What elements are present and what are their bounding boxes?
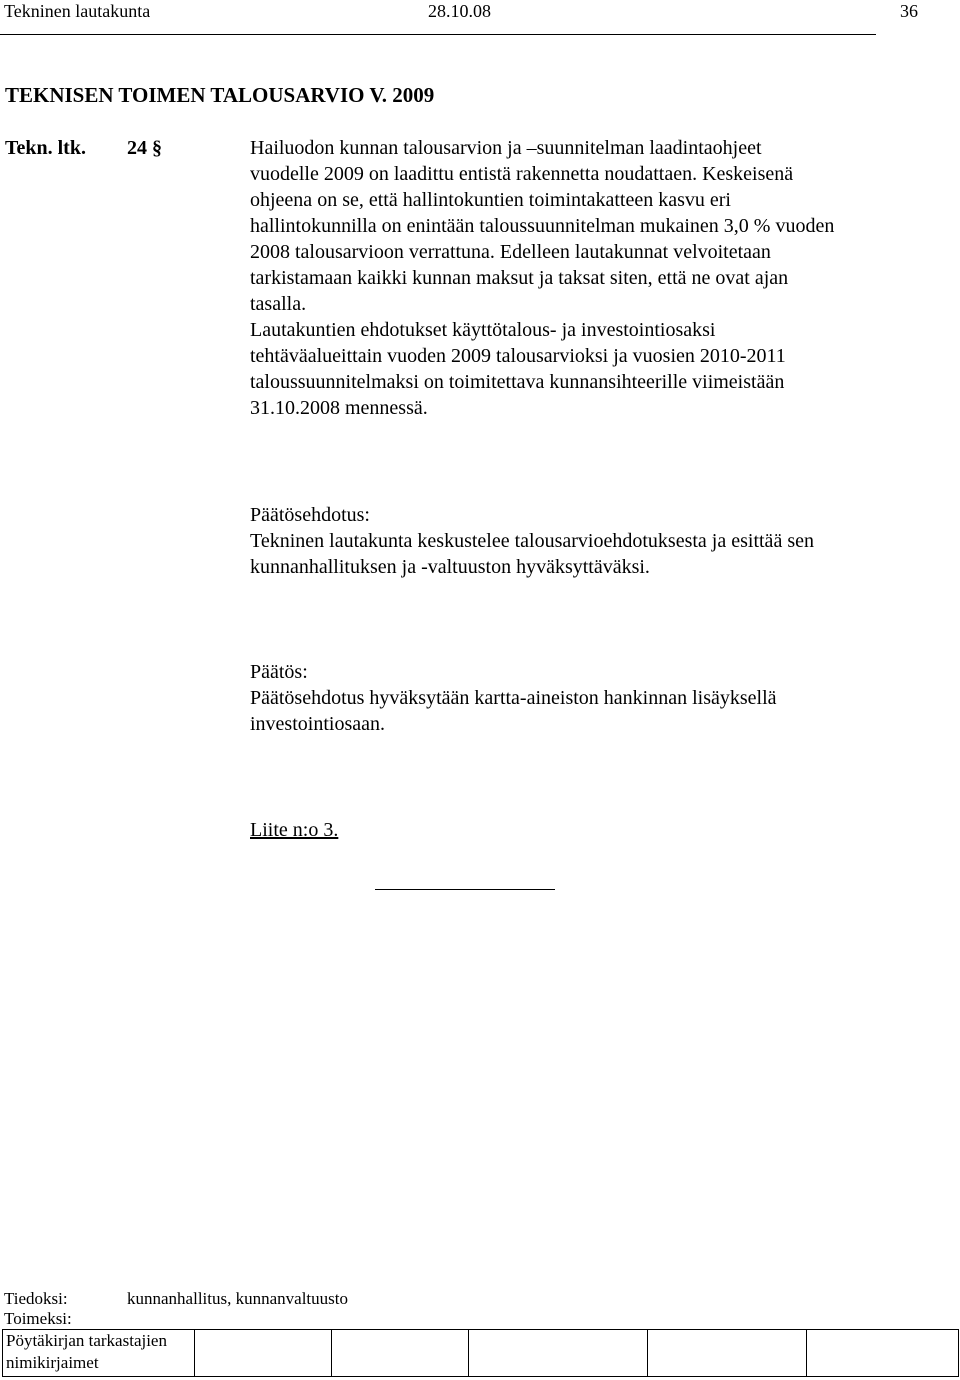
body-line: 31.10.2008 mennessä. xyxy=(250,397,428,419)
signature-table xyxy=(2,1329,959,1377)
proposal-line: Tekninen lautakunta keskustelee talousarvioehdotuksesta ja esittää sen xyxy=(250,530,814,552)
proposal-block xyxy=(250,502,940,580)
signature-label-cell xyxy=(3,1330,195,1377)
body-line: 2008 talousarvioon verrattuna. Edelleen lautakunnat velvoitetaan xyxy=(250,241,771,263)
heading-line: vuodelle 2009 on laadittu entistä rakennetta noudattaen. Keskeisenä xyxy=(250,163,794,185)
body-line: hallintokunnilla on enintään taloussuunnitelman mukainen 3,0 % vuoden xyxy=(250,215,835,237)
body-line: tarkistamaan kaikki kunnan maksut ja taksat siten, että ne ovat ajan xyxy=(250,267,789,289)
body-line: ohjeena on se, että hallintokuntien toimintakatteen kasvu eri xyxy=(250,189,731,211)
signature-cell xyxy=(807,1330,959,1377)
section-end-rule xyxy=(375,889,555,890)
decision-label: Päätös: xyxy=(250,661,308,683)
document-title: TEKNISEN TOIMEN TALOUSARVIO V. 2009 xyxy=(5,83,435,107)
decision-line: investointiosaan. xyxy=(250,713,385,735)
header-page-number: 36 xyxy=(900,1,918,21)
header-body-name: Tekninen lautakunta xyxy=(4,1,151,21)
signature-cell xyxy=(469,1330,648,1377)
body-line: tehtäväalueittain vuoden 2009 talousarvioksi ja vuosien 2010-2011 xyxy=(250,345,786,367)
heading-line: Hailuodon kunnan talousarvion ja –suunnitelman laadintaohjeet xyxy=(250,137,762,159)
body-line: tasalla. xyxy=(250,293,307,315)
attachment-block xyxy=(250,817,940,843)
decision-block xyxy=(250,659,940,737)
footer-actions-label: Toimeksi: xyxy=(4,1309,72,1328)
section-body xyxy=(250,135,940,421)
signature-cell xyxy=(195,1330,332,1377)
footer-info-label: Tiedoksi: xyxy=(4,1289,68,1308)
header-rule xyxy=(0,34,876,35)
signature-label-line: Pöytäkirjan tarkastajien xyxy=(6,1331,167,1350)
body-line: taloussuunnitelmaksi on toimitettava kunnansihteerille viimeistään xyxy=(250,371,785,393)
attachment-reference: Liite n:o 3. xyxy=(250,819,339,841)
section-number: 24 § xyxy=(127,137,162,159)
signature-label-line: nimikirjaimet xyxy=(6,1353,99,1372)
footer-info-value: kunnanhallitus, kunnanvaltuusto xyxy=(127,1289,348,1308)
body-line: Lautakuntien ehdotukset käyttötalous- ja investointiosaksi xyxy=(250,319,716,341)
section-body-abbrev: Tekn. ltk. xyxy=(5,137,86,159)
header-date: 28.10.08 xyxy=(428,1,491,21)
signature-cell xyxy=(332,1330,469,1377)
proposal-line: kunnanhallituksen ja -valtuuston hyväksyttäväksi. xyxy=(250,556,650,578)
decision-line: Päätösehdotus hyväksytään kartta-aineiston hankinnan lisäyksellä xyxy=(250,687,777,709)
signature-cell xyxy=(648,1330,807,1377)
proposal-label: Päätösehdotus: xyxy=(250,504,370,526)
